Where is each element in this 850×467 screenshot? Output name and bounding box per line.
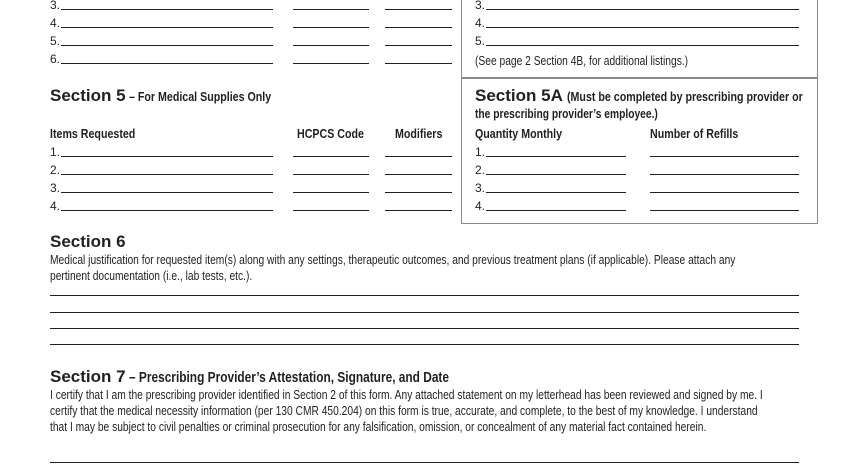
row-number: 4. bbox=[475, 16, 486, 30]
modifier-field[interactable] bbox=[385, 27, 452, 28]
item-requested-field[interactable] bbox=[61, 174, 273, 175]
code-field[interactable] bbox=[293, 9, 369, 10]
number-of-refills-field[interactable] bbox=[650, 210, 799, 211]
row-number: 3. bbox=[475, 0, 486, 12]
item-field[interactable] bbox=[61, 9, 273, 10]
row-number: 4. bbox=[50, 199, 61, 213]
justification-field-line[interactable] bbox=[50, 328, 799, 329]
modifiers-field[interactable] bbox=[385, 192, 452, 193]
hcpcs-code-field[interactable] bbox=[293, 192, 369, 193]
modifier-field[interactable] bbox=[385, 45, 452, 46]
right-item-field[interactable] bbox=[486, 45, 799, 46]
modifiers-field[interactable] bbox=[385, 210, 452, 211]
row-number: 5. bbox=[50, 34, 61, 48]
code-field[interactable] bbox=[293, 27, 369, 28]
row-number: 5. bbox=[475, 34, 486, 48]
code-field[interactable] bbox=[293, 45, 369, 46]
quantity-monthly-field[interactable] bbox=[486, 192, 626, 193]
hcpcs-code-field[interactable] bbox=[293, 174, 369, 175]
hcpcs-code-field[interactable] bbox=[293, 156, 369, 157]
number-of-refills-field[interactable] bbox=[650, 174, 799, 175]
hcpcs-code-header: HCPCS Code bbox=[297, 126, 364, 141]
section5-title: Section 5 – For Medical Supplies Only bbox=[50, 86, 271, 105]
item-field[interactable] bbox=[61, 45, 273, 46]
modifier-field[interactable] bbox=[385, 9, 452, 10]
justification-field-line[interactable] bbox=[50, 312, 799, 313]
section6-instructions-line1: Medical justification for requested item(s) along with any settings, therapeutic outcomes, and previous treatment plans (if applicable). Please attach any bbox=[50, 253, 736, 267]
quantity-monthly-header: Quantity Monthly bbox=[475, 126, 563, 141]
item-field[interactable] bbox=[61, 27, 273, 28]
row-number: 2. bbox=[475, 163, 486, 177]
quantity-monthly-field[interactable] bbox=[486, 174, 626, 175]
quantity-monthly-field[interactable] bbox=[486, 156, 626, 157]
row-number: 4. bbox=[475, 199, 486, 213]
modifiers-field[interactable] bbox=[385, 174, 452, 175]
row-number: 1. bbox=[50, 145, 61, 159]
justification-field-line[interactable] bbox=[50, 295, 799, 296]
row-number: 3. bbox=[50, 0, 61, 12]
row-number: 3. bbox=[475, 181, 486, 195]
section5a-title: Section 5A (Must be completed by prescribing provider or bbox=[475, 86, 803, 105]
section7-attestation-line1: I certify that I am the prescribing provider identified in Section 2 of this form. Any attached statement on my letterhead has been reviewed and signed by me. I bbox=[50, 388, 763, 402]
section5a-paren-line2: the prescribing provider’s employee.) bbox=[475, 107, 658, 121]
signature-field-line[interactable] bbox=[50, 462, 799, 463]
item-field[interactable] bbox=[61, 63, 273, 64]
row-number: 2. bbox=[50, 163, 61, 177]
code-field[interactable] bbox=[293, 63, 369, 64]
row-number: 1. bbox=[475, 145, 486, 159]
number-of-refills-field[interactable] bbox=[650, 192, 799, 193]
items-requested-header: Items Requested bbox=[50, 126, 136, 141]
row-number: 6. bbox=[50, 52, 61, 66]
section7-title: Section 7 – Prescribing Provider’s Attestation, Signature, and Date bbox=[50, 367, 449, 386]
right-item-field[interactable] bbox=[486, 9, 799, 10]
item-requested-field[interactable] bbox=[61, 210, 273, 211]
row-number: 4. bbox=[50, 16, 61, 30]
section6-title: Section 6 bbox=[50, 232, 126, 251]
section7-attestation-line3: that I may be subject to civil penalties or criminal prosecution for any falsification, omission, or concealment of any material fact contained herein. bbox=[50, 420, 707, 434]
number-of-refills-header: Number of Refills bbox=[650, 126, 739, 141]
modifier-field[interactable] bbox=[385, 63, 452, 64]
modifiers-header: Modifiers bbox=[395, 126, 443, 141]
number-of-refills-field[interactable] bbox=[650, 156, 799, 157]
item-requested-field[interactable] bbox=[61, 192, 273, 193]
section6-instructions-line2: pertinent documentation (i.e., lab tests, etc.). bbox=[50, 269, 253, 283]
row-number: 3. bbox=[50, 181, 61, 195]
item-requested-field[interactable] bbox=[61, 156, 273, 157]
hcpcs-code-field[interactable] bbox=[293, 210, 369, 211]
right-item-field[interactable] bbox=[486, 27, 799, 28]
quantity-monthly-field[interactable] bbox=[486, 210, 626, 211]
justification-field-line[interactable] bbox=[50, 344, 799, 345]
section7-attestation-line2: certify that the medical necessity information (per 130 CMR 450.204) on this form is true, accurate, and complete, to the best of my knowledge. I understand bbox=[50, 404, 758, 418]
additional-listings-note: (See page 2 Section 4B, for additional listings.) bbox=[475, 54, 689, 68]
modifiers-field[interactable] bbox=[385, 156, 452, 157]
